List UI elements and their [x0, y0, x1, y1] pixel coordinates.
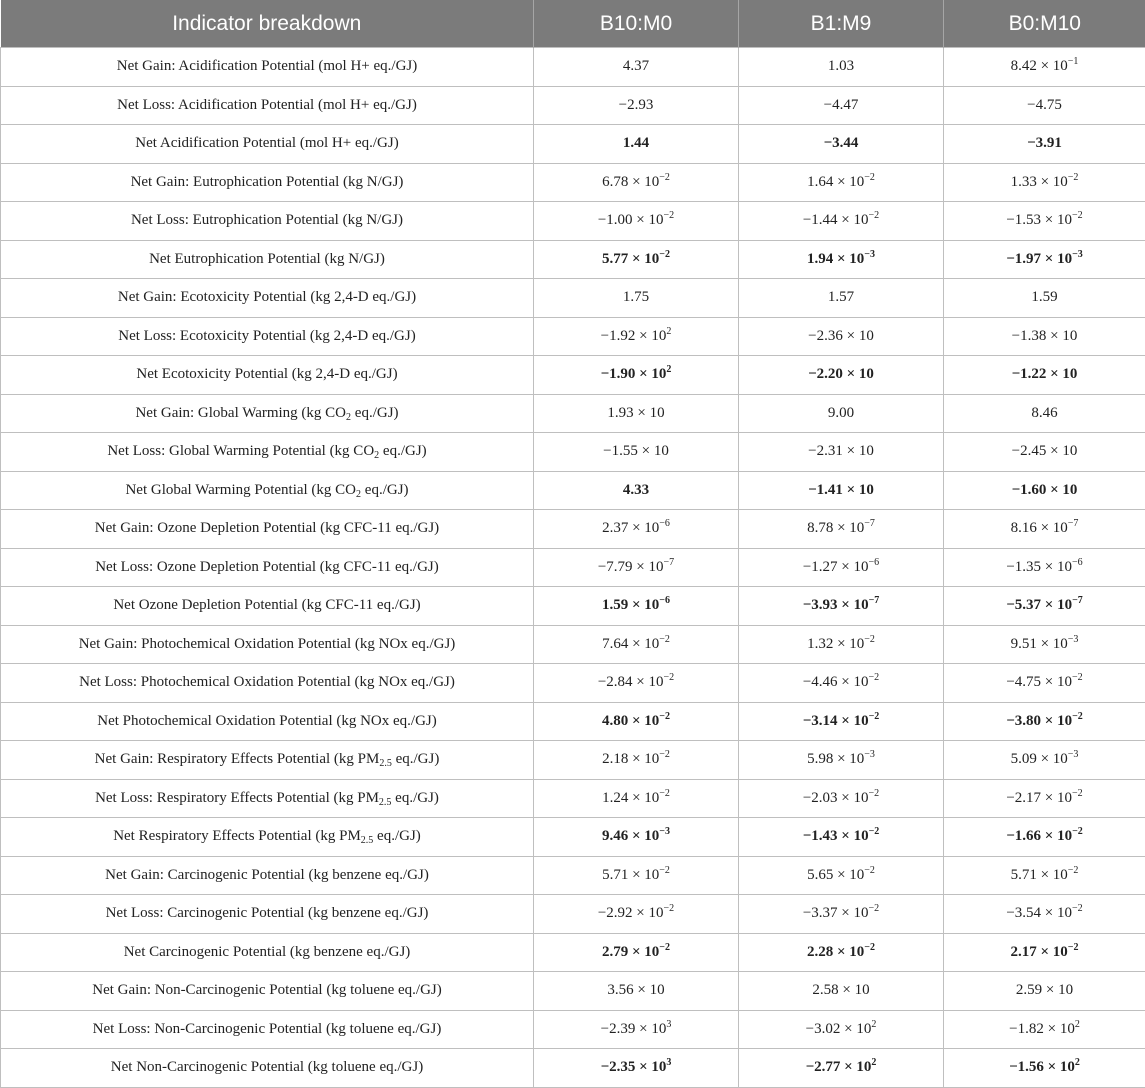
value-b1-m9: −2.20 × 10 — [739, 356, 944, 395]
indicator-label: Net Gain: Ozone Depletion Potential (kg CFC-11 eq./GJ) — [1, 510, 534, 549]
value-b0-m10: −1.60 × 10 — [944, 471, 1145, 510]
table-row — [1, 856, 1145, 895]
table-row — [1, 317, 1145, 356]
value-b10-m0: $5.77 \times 10^{-2}$ — [534, 240, 739, 279]
indicator-label: Net Non-Carcinogenic Potential (kg toluene eq./GJ) — [1, 1049, 534, 1088]
value-b1-m9: $-3.93 \times 10^{-7}$ — [739, 587, 944, 626]
table-row — [1, 202, 1145, 241]
value-b0-m10: −2.45 × 10 — [944, 433, 1145, 472]
value-b1-m9: $5.98 \times 10^{-3}$ — [739, 741, 944, 780]
table-row — [1, 702, 1145, 741]
value-b0-m10: −1.38 × 10 — [944, 317, 1145, 356]
value-b0-m10: 8.46 — [944, 394, 1145, 433]
value-b1-m9: $1.94 \times 10^{-3}$ — [739, 240, 944, 279]
table-row — [1, 125, 1145, 164]
indicator-label: Net Gain: Photochemical Oxidation Potential (kg NOx eq./GJ) — [1, 625, 534, 664]
value-b1-m9: $-2.77 \times 10^2$ — [739, 1049, 944, 1088]
value-b1-m9: −2.31 × 10 — [739, 433, 944, 472]
value-b10-m0: $-1.00 \times 10^{-2}$ — [534, 202, 739, 241]
value-b0-m10: $9.51 \times 10^{-3}$ — [944, 625, 1145, 664]
value-b1-m9: $-1.44 \times 10^{-2}$ — [739, 202, 944, 241]
indicator-label: Net Gain: Respiratory Effects Potential (kg $PM_{2.5}$ eq./GJ) — [1, 741, 534, 780]
table-row — [1, 741, 1145, 780]
value-b10-m0: $1.24 \times 10^{-2}$ — [534, 779, 739, 818]
value-b10-m0: $2.37 \times 10^{-6}$ — [534, 510, 739, 549]
header-row — [1, 0, 1145, 48]
indicator-label: Net Loss: Non-Carcinogenic Potential (kg toluene eq./GJ) — [1, 1010, 534, 1049]
table-row — [1, 48, 1145, 87]
value-b0-m10: −1.22 × 10 — [944, 356, 1145, 395]
value-b1-m9: $-2.03 \times 10^{-2}$ — [739, 779, 944, 818]
indicator-label: Net Loss: Ecotoxicity Potential (kg 2,4-D eq./GJ) — [1, 317, 534, 356]
value-b10-m0: $-1.90 \times 10^2$ — [534, 356, 739, 395]
value-b0-m10: $-1.82 \times 10^2$ — [944, 1010, 1145, 1049]
table-row — [1, 933, 1145, 972]
value-b0-m10: 1.59 — [944, 279, 1145, 318]
value-b1-m9: 2.58 × 10 — [739, 972, 944, 1011]
table-row — [1, 510, 1145, 549]
value-b0-m10: −4.75 — [944, 86, 1145, 125]
value-b10-m0: −2.93 — [534, 86, 739, 125]
value-b1-m9: $1.32 \times 10^{-2}$ — [739, 625, 944, 664]
value-b10-m0: $6.78 \times 10^{-2}$ — [534, 163, 739, 202]
table-row — [1, 1049, 1145, 1088]
indicator-label: Net Loss: Photochemical Oxidation Potential (kg NOx eq./GJ) — [1, 664, 534, 703]
value-b0-m10: $-1.53 \times 10^{-2}$ — [944, 202, 1145, 241]
value-b0-m10: $8.16 \times 10^{-7}$ — [944, 510, 1145, 549]
value-b1-m9: $-3.14 \times 10^{-2}$ — [739, 702, 944, 741]
indicator-label: Net Global Warming Potential (kg $CO_2$ eq./GJ) — [1, 471, 534, 510]
header-b10-m0: B10:M0 — [534, 0, 739, 48]
indicator-label: Net Photochemical Oxidation Potential (kg NOx eq./GJ) — [1, 702, 534, 741]
table-row — [1, 664, 1145, 703]
table-row — [1, 587, 1145, 626]
indicator-label: Net Eutrophication Potential (kg N/GJ) — [1, 240, 534, 279]
table-row — [1, 163, 1145, 202]
value-b0-m10: $-4.75 \times 10^{-2}$ — [944, 664, 1145, 703]
header-b1-m9: B1:M9 — [739, 0, 944, 48]
value-b1-m9: −1.41 × 10 — [739, 471, 944, 510]
value-b0-m10: $-1.97 \times 10^{-3}$ — [944, 240, 1145, 279]
table-body — [1, 48, 1145, 1088]
value-b1-m9: $-1.27 \times 10^{-6}$ — [739, 548, 944, 587]
value-b1-m9: −3.44 — [739, 125, 944, 164]
indicator-label: Net Loss: Ozone Depletion Potential (kg CFC-11 eq./GJ) — [1, 548, 534, 587]
value-b1-m9: $1.64 \times 10^{-2}$ — [739, 163, 944, 202]
value-b1-m9: $2.28 \times 10^{-2}$ — [739, 933, 944, 972]
value-b0-m10: $2.17 \times 10^{-2}$ — [944, 933, 1145, 972]
value-b0-m10: $1.33 \times 10^{-2}$ — [944, 163, 1145, 202]
table-row — [1, 625, 1145, 664]
value-b1-m9: 1.03 — [739, 48, 944, 87]
value-b1-m9: 1.57 — [739, 279, 944, 318]
indicator-label: Net Gain: Acidification Potential (mol H+ eq./GJ) — [1, 48, 534, 87]
value-b10-m0: $9.46 \times 10^{-3}$ — [534, 818, 739, 857]
value-b0-m10: $-5.37 \times 10^{-7}$ — [944, 587, 1145, 626]
indicator-label: Net Loss: Carcinogenic Potential (kg benzene eq./GJ) — [1, 895, 534, 934]
value-b10-m0: 4.33 — [534, 471, 739, 510]
table-row — [1, 1010, 1145, 1049]
indicator-label: Net Acidification Potential (mol H+ eq./GJ) — [1, 125, 534, 164]
indicator-label: Net Gain: Ecotoxicity Potential (kg 2,4-D eq./GJ) — [1, 279, 534, 318]
value-b10-m0: 3.56 × 10 — [534, 972, 739, 1011]
value-b10-m0: $4.80 \times 10^{-2}$ — [534, 702, 739, 741]
indicator-label: Net Gain: Global Warming (kg $CO_2$ eq./GJ) — [1, 394, 534, 433]
header-b0-m10: B0:M10 — [944, 0, 1145, 48]
value-b1-m9: −2.36 × 10 — [739, 317, 944, 356]
indicator-label: Net Loss: Respiratory Effects Potential (kg $PM_{2.5}$ eq./GJ) — [1, 779, 534, 818]
value-b10-m0: 1.44 — [534, 125, 739, 164]
value-b10-m0: $-2.39 \times 10^3$ — [534, 1010, 739, 1049]
value-b10-m0: $1.59 \times 10^{-6}$ — [534, 587, 739, 626]
value-b1-m9: 9.00 — [739, 394, 944, 433]
table-row — [1, 972, 1145, 1011]
value-b0-m10: $-1.66 \times 10^{-2}$ — [944, 818, 1145, 857]
value-b10-m0: $2.79 \times 10^{-2}$ — [534, 933, 739, 972]
indicator-label: Net Carcinogenic Potential (kg benzene eq./GJ) — [1, 933, 534, 972]
value-b1-m9: $-1.43 \times 10^{-2}$ — [739, 818, 944, 857]
indicator-label: Net Gain: Non-Carcinogenic Potential (kg toluene eq./GJ) — [1, 972, 534, 1011]
value-b1-m9: $5.65 \times 10^{-2}$ — [739, 856, 944, 895]
table-row — [1, 895, 1145, 934]
value-b1-m9: $-4.46 \times 10^{-2}$ — [739, 664, 944, 703]
value-b10-m0: −1.55 × 10 — [534, 433, 739, 472]
value-b0-m10: $-2.17 \times 10^{-2}$ — [944, 779, 1145, 818]
table-row — [1, 548, 1145, 587]
value-b10-m0: $-2.84 \times 10^{-2}$ — [534, 664, 739, 703]
indicator-label: Net Ozone Depletion Potential (kg CFC-11 eq./GJ) — [1, 587, 534, 626]
table-row — [1, 279, 1145, 318]
value-b1-m9: $-3.02 \times 10^2$ — [739, 1010, 944, 1049]
indicator-label: Net Respiratory Effects Potential (kg $PM_{2.5}$ eq./GJ) — [1, 818, 534, 857]
value-b10-m0: $5.71 \times 10^{-2}$ — [534, 856, 739, 895]
value-b10-m0: $-2.35 \times 10^3$ — [534, 1049, 739, 1088]
value-b0-m10: $5.71 \times 10^{-2}$ — [944, 856, 1145, 895]
table-row — [1, 779, 1145, 818]
value-b1-m9: $8.78 \times 10^{-7}$ — [739, 510, 944, 549]
indicator-label: Net Gain: Eutrophication Potential (kg N/GJ) — [1, 163, 534, 202]
value-b0-m10: −3.91 — [944, 125, 1145, 164]
header-indicator: Indicator breakdown — [1, 0, 534, 48]
table-row — [1, 818, 1145, 857]
value-b0-m10: $-1.56 \times 10^2$ — [944, 1049, 1145, 1088]
value-b10-m0: 4.37 — [534, 48, 739, 87]
table-row — [1, 394, 1145, 433]
value-b0-m10: $5.09 \times 10^{-3}$ — [944, 741, 1145, 780]
table-row — [1, 433, 1145, 472]
value-b1-m9: $-3.37 \times 10^{-2}$ — [739, 895, 944, 934]
indicator-label: Net Loss: Acidification Potential (mol H+ eq./GJ) — [1, 86, 534, 125]
table-row — [1, 471, 1145, 510]
value-b10-m0: 1.75 — [534, 279, 739, 318]
indicator-label: Net Loss: Global Warming Potential (kg $CO_2$ eq./GJ) — [1, 433, 534, 472]
value-b0-m10: $-1.35 \times 10^{-6}$ — [944, 548, 1145, 587]
value-b10-m0: 1.93 × 10 — [534, 394, 739, 433]
value-b0-m10: $8.42 \times 10^{-1}$ — [944, 48, 1145, 87]
table-row — [1, 86, 1145, 125]
value-b1-m9: −4.47 — [739, 86, 944, 125]
value-b10-m0: $2.18 \times 10^{-2}$ — [534, 741, 739, 780]
value-b10-m0: $7.64 \times 10^{-2}$ — [534, 625, 739, 664]
value-b0-m10: 2.59 × 10 — [944, 972, 1145, 1011]
value-b10-m0: $-1.92 \times 10^2$ — [534, 317, 739, 356]
table-row — [1, 240, 1145, 279]
table-row — [1, 356, 1145, 395]
indicator-label: Net Ecotoxicity Potential (kg 2,4-D eq./GJ) — [1, 356, 534, 395]
value-b0-m10: $-3.80 \times 10^{-2}$ — [944, 702, 1145, 741]
value-b10-m0: $-2.92 \times 10^{-2}$ — [534, 895, 739, 934]
indicator-label: Net Gain: Carcinogenic Potential (kg benzene eq./GJ) — [1, 856, 534, 895]
value-b10-m0: $-7.79 \times 10^{-7}$ — [534, 548, 739, 587]
value-b0-m10: $-3.54 \times 10^{-2}$ — [944, 895, 1145, 934]
indicator-label: Net Loss: Eutrophication Potential (kg N/GJ) — [1, 202, 534, 241]
